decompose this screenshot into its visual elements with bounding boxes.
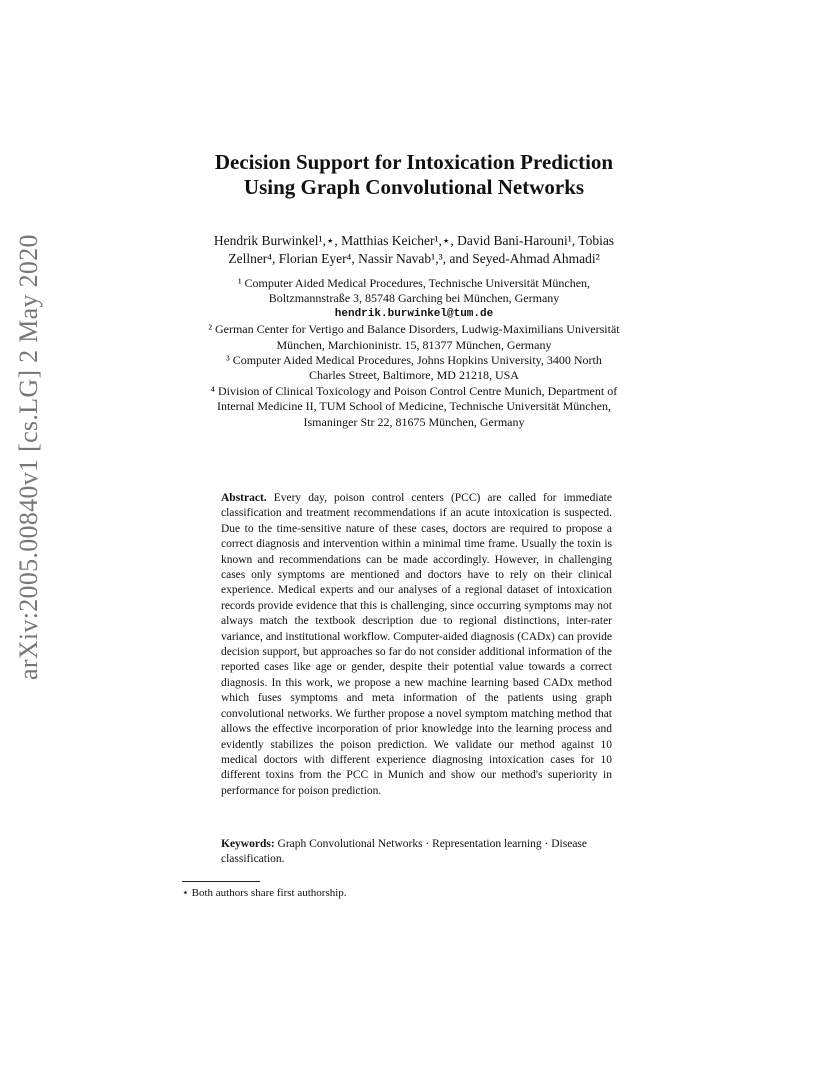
affiliation-3-line-2: Charles Street, Baltimore, MD 21218, USA	[309, 368, 519, 383]
arxiv-identifier: arXiv:2005.00840v1 [cs.LG] 2 May 2020	[14, 234, 43, 680]
abstract-label: Abstract.	[221, 492, 274, 504]
affiliation-1-line-1: ¹ Computer Aided Medical Procedures, Technische Universität München,	[237, 276, 591, 290]
abstract-text: Every day, poison control centers (PCC) are called for immediate classification and treatment recommendations if an acute intoxication is suspected. Due to the time-sensitive nature of these cases, doctors are required to propose a correct diagnosis and intervention within a minimal time frame. Usually the toxin is known and recommendations can be made accordingly. However, in challenging cases only symptoms are mentioned and doctors have to rely on their clinical experience. Medical experts and our analyses of a regional dataset of intoxication records provide evidence that this is challenging, since occurring symptoms may not always match the textbook description due to regional distinctions, inter-rater variance, and institutional workflow. Computer-aided diagnosis (CADx) can provide decision support, but approaches so far do not consider additional information of the reported cases like age or gender, despite their potential value towards a correct diagnosis. In this work, we propose a new machine learning based CADx method which fuses symptoms and meta information of the patients using graph convolutional networks. We further propose a novel symptom matching method that allows the effective incorporation of prior knowledge into the learning process and evidently stabilizes the poison prediction. We validate our method against 10 medical doctors with different experience diagnosing intoxication cases for 10 different toxins from the PCC in Munich and show our method's superiority in performance for poison prediction.	[221, 492, 612, 797]
corresponding-email[interactable]: hendrik.burwinkel@tum.de	[334, 307, 494, 320]
title-line-1: Decision Support for Intoxication Prediction	[214, 150, 614, 174]
affiliations	[0, 276, 828, 430]
footnote: ⋆ Both authors share first authorship.	[182, 887, 347, 899]
affiliation-4-line-3: Ismaninger Str 22, 81675 München, Germany	[303, 414, 525, 429]
abstract	[221, 491, 612, 799]
footnote-divider	[182, 881, 260, 882]
affiliation-2-line-2: München, Marchioninistr. 15, 81377 München, Germany	[276, 337, 552, 352]
affiliation-1-line-2: Boltzmannstraße 3, 85748 Garching bei München, Germany	[268, 291, 560, 306]
authors-line-2: Zellner⁴, Florian Eyer⁴, Nassir Navab¹,³, and Seyed-Ahmad Ahmadi²	[228, 251, 600, 266]
keywords-label: Keywords:	[221, 838, 278, 850]
keywords-text: Graph Convolutional Networks · Representation learning · Disease classification.	[221, 838, 588, 866]
affiliation-4-line-2: Internal Medicine II, TUM School of Medicine, Technische Universität München,	[217, 399, 611, 414]
affiliation-3-line-1: ³ Computer Aided Medical Procedures, Johns Hopkins University, 3400 North	[226, 353, 602, 368]
keywords	[221, 837, 612, 868]
title-line-2: Using Graph Convolutional Networks	[243, 175, 585, 199]
affiliation-2-line-1: ² German Center for Vertigo and Balance Disorders, Ludwig-Maximilians Universität	[208, 322, 620, 337]
authors-line-1: Hendrik Burwinkel¹,⋆, Matthias Keicher¹,⋆, David Bani-Harouni¹, Tobias	[213, 233, 615, 248]
author-list	[0, 232, 828, 268]
affiliation-4-line-1: ⁴ Division of Clinical Toxicology and Poison Control Centre Munich, Department of	[210, 383, 618, 398]
paper-title	[0, 150, 828, 200]
